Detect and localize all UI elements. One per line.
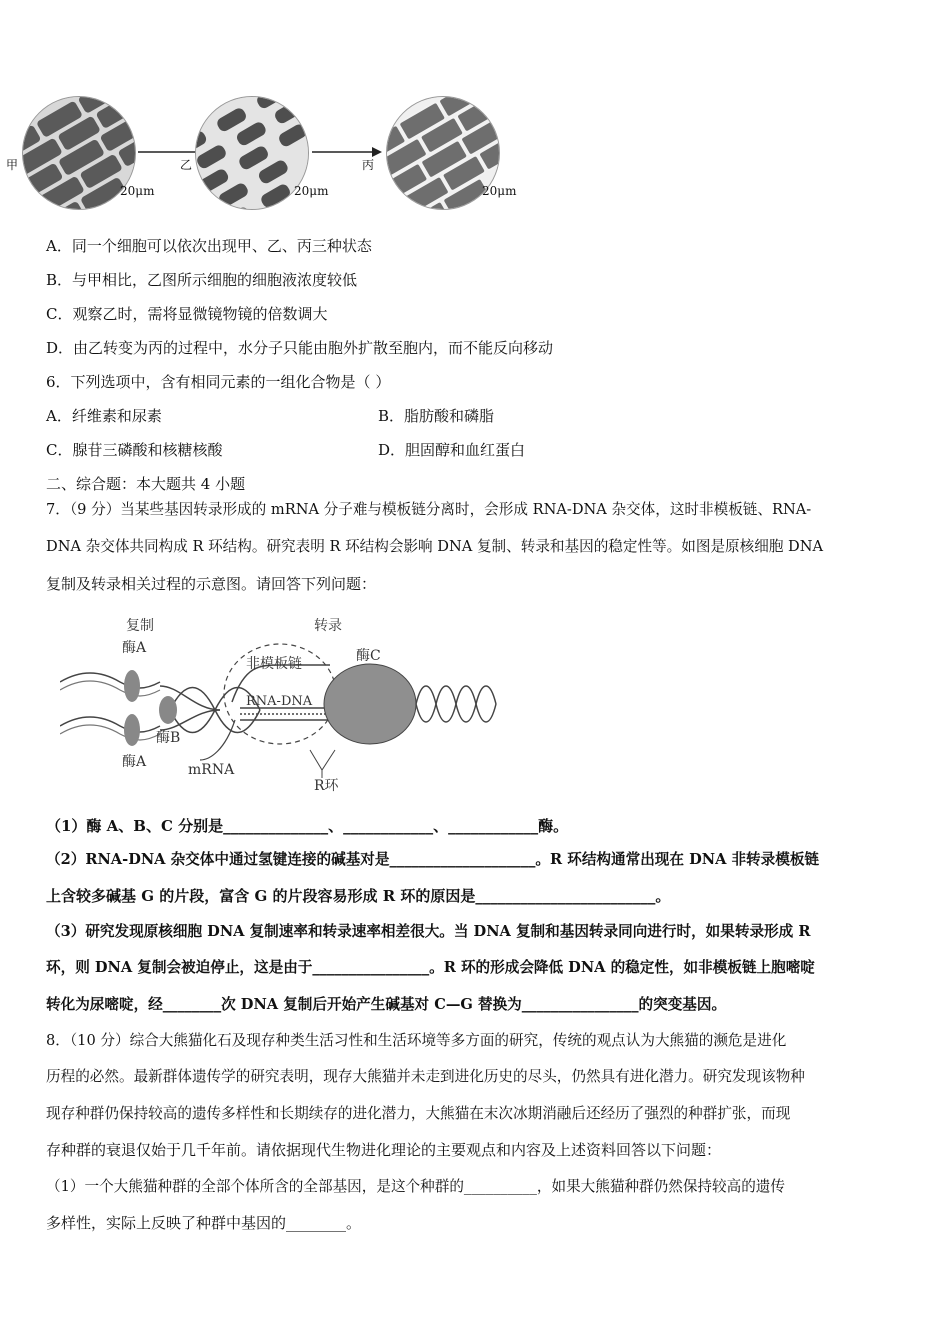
scale-bar-yi: 20μm (294, 184, 329, 198)
q6-option-d: D．胆固醇和血红蛋白 (378, 441, 526, 459)
q6-option-c: C．腺苷三磷酸和核糖核酸 (46, 441, 223, 459)
micrograph-yi (195, 96, 309, 210)
section-heading: 二、综合题：本大题共 4 小题 (46, 475, 246, 493)
enzyme-b-shape (159, 696, 177, 724)
enzyme-a-bottom-shape (124, 714, 140, 746)
cells-yi-image (196, 97, 308, 209)
label-copy: 复制 (126, 618, 154, 634)
label-enzyme-b: 酶B (156, 730, 181, 746)
q6-option-a: A．纤维素和尿素 (46, 407, 162, 425)
q7-sub3-line3: 转化为尿嘧啶，经________次 DNA 复制后开始产生碱基对 C—G 替换为________________的突变基因。 (46, 996, 727, 1013)
figure-label-jia: 甲 (6, 158, 19, 172)
q5-option-a: A．同一个细胞可以依次出现甲、乙、丙三种状态 (46, 237, 372, 255)
scale-bar-jia: 20μm (120, 184, 155, 198)
q7-stem-line2: DNA 杂交体共同构成 R 环结构。研究表明 R 环结构会影响 DNA 复制、转录和基因的稳定性等。如图是原核细胞 DNA (46, 538, 824, 555)
q6-option-b: B．脂肪酸和磷脂 (378, 407, 495, 425)
label-enzyme-a-top: 酶A (122, 640, 147, 656)
q7-sub1: （1）酶 A、B、C 分别是______________、____________、____________酶。 (46, 817, 569, 835)
plasmolysis-figure (0, 96, 880, 216)
label-mrna: mRNA (188, 762, 235, 778)
q5-option-d: D．由乙转变为丙的过程中，水分子只能由胞外扩散至胞内，而不能反向移动 (46, 339, 554, 357)
q7-sub3-line2: 环，则 DNA 复制会被迫停止，这是由于________________。R 环的形成会降低 DNA 的稳定性，如非模板链上胞嘧啶 (46, 959, 815, 976)
q7-sub3-line1: （3）研究发现原核细胞 DNA 复制速率和转录速率相差很大。当 DNA 复制和基因转录同向进行时，如果转录形成 R (46, 923, 811, 940)
scale-bar-bing: 20μm (482, 184, 517, 198)
q8-stem-line2: 历程的必然。最新群体遗传学的研究表明，现存大熊猫并未走到进化历史的尽头，仍然具有进化潜力。研究发现该物种 (46, 1068, 805, 1085)
q7-stem-line1: 7．（9 分）当某些基因转录形成的 mRNA 分子难与模板链分离时，会形成 RNA-DNA 杂交体，这时非模板链、RNA- (46, 501, 812, 518)
label-enzyme-c: 酶C (356, 648, 381, 664)
enzyme-a-top-shape (124, 670, 140, 702)
figure-label-bing: 丙 (362, 158, 375, 172)
q7-sub2-line2: 上含较多碱基 G 的片段，富含 G 的片段容易形成 R 环的原因是________________________。 (46, 887, 671, 905)
q8-sub1-line1: （1）一个大熊猫种群的全部个体所含的全部基因，是这个种群的__________，如果大熊猫种群仍然保持较高的遗传 (46, 1178, 785, 1195)
label-transcribe: 转录 (314, 618, 342, 634)
micrograph-jia (22, 96, 136, 210)
q8-sub1-line2: 多样性，实际上反映了种群中基因的________。 (46, 1214, 362, 1232)
q8-stem-line4: 存种群的衰退仅始于几千年前。请依据现代生物进化理论的主要观点和内容及上述资料回答以下问题： (46, 1141, 722, 1159)
q7-sub2-line1: （2）RNA-DNA 杂交体中通过氢键连接的碱基对是____________________。R 环结构通常出现在 DNA 非转录模板链 (46, 851, 820, 868)
q7-stem-line3: 复制及转录相关过程的示意图。请回答下列问题： (46, 575, 377, 593)
enzyme-c-shape (324, 664, 416, 744)
q8-stem-line3: 现存种群仍保持较高的遗传多样性和长期续存的进化潜力，大熊猫在末次冰期消融后还经历了强烈的种群扩张，而现 (46, 1105, 791, 1122)
q5-option-c: C．观察乙时，需将显微镜物镜的倍数调大 (46, 305, 328, 323)
label-hybrid: RNA-DNA (246, 694, 313, 709)
label-rloop: R环 (314, 778, 339, 794)
label-enzyme-a-bottom: 酶A (122, 754, 147, 770)
q5-option-b: B．与甲相比，乙图所示细胞的细胞液浓度较低 (46, 271, 358, 289)
q8-stem-line1: 8．（10 分）综合大熊猫化石及现存种类生活习性和生活环境等多方面的研究，传统的观点认为大熊猫的濒危是进化 (46, 1032, 787, 1049)
q6-stem: 6．下列选项中，含有相同元素的一组化合物是（ ） (46, 373, 391, 391)
cells-jia-image (23, 97, 135, 209)
figure-label-yi: 乙 (180, 158, 193, 172)
r-loop-diagram (60, 610, 510, 800)
label-nontemplate: 非模板链 (246, 656, 302, 672)
